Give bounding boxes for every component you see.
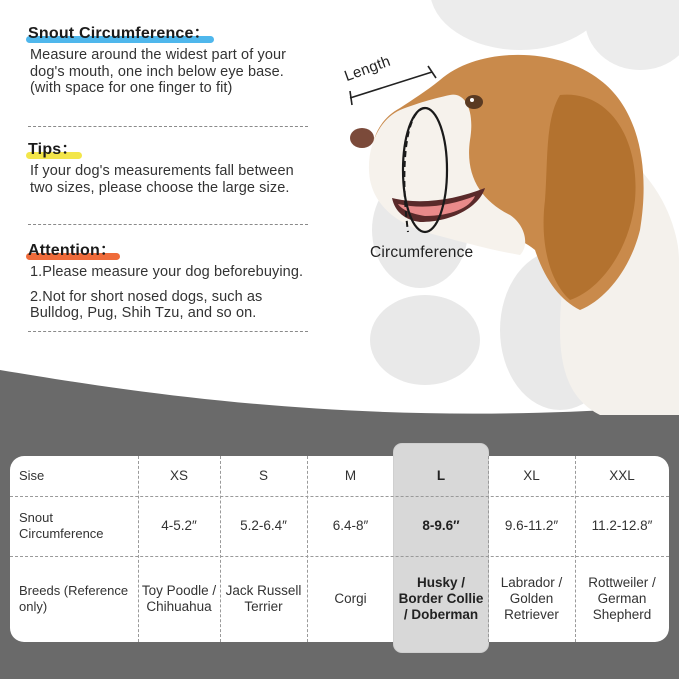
- dog-nose: [350, 128, 374, 148]
- section-divider: [28, 224, 308, 225]
- breeds-s: Jack Russell Terrier: [225, 583, 302, 614]
- breeds-l: Husky / Border Collie / Doberman: [398, 575, 484, 622]
- tips-heading: [28, 136, 78, 159]
- tips-section: [28, 136, 318, 196]
- snout-section: [28, 20, 318, 97]
- circumference-xxl: 11.2-12.8″: [591, 518, 653, 533]
- tips-heading-text: Tips：: [28, 141, 78, 158]
- attention-heading: [28, 237, 116, 260]
- snout-text: Measure around the widest part of your dog's mouth, one inch below eye base. (with space for one finger to fit): [30, 47, 287, 96]
- breeds-xxl: Rottweiler / German Shepherd: [588, 575, 656, 622]
- size-m: M: [344, 468, 357, 483]
- circumference-l: 8-9.6″: [422, 518, 460, 533]
- breeds-xs: Toy Poodle / Chihuahua: [141, 583, 217, 614]
- table-row-size: [10, 456, 669, 496]
- circumference-s: 5.2-6.4″: [240, 518, 287, 533]
- section-divider: [28, 331, 308, 332]
- attention-heading-text: Attention：: [28, 242, 117, 259]
- table-row-circumference: [10, 496, 669, 556]
- length-arrow-tick: [350, 91, 352, 105]
- snout-heading-text: Snout Circumference：: [28, 25, 210, 42]
- attention-text: [28, 264, 318, 322]
- paw-toe-shape: [585, 0, 679, 70]
- circumference-label: Circumference: [370, 244, 474, 261]
- size-l: L: [436, 468, 446, 483]
- table-row-breeds: [10, 556, 669, 642]
- section-divider: [28, 126, 308, 127]
- size-xs: XS: [169, 468, 188, 483]
- attention-line-2: 2.Not for short nosed dogs, such as Bulldog, Pug, Shih Tzu, and so on.: [30, 288, 263, 321]
- paw-toe-shape: [430, 0, 610, 50]
- dog-eye: [465, 95, 483, 109]
- length-label: Length: [342, 52, 393, 85]
- row-header-size: Sise: [19, 468, 45, 483]
- paw-toe-shape: [370, 295, 480, 385]
- circumference-xl: 9.6-11.2″: [504, 518, 559, 533]
- tips-text: If your dog's measurements fall between two sizes, please choose the large size.: [30, 163, 294, 196]
- attention-line-1: 1.Please measure your dog beforebuying.: [30, 264, 304, 280]
- circumference-xs: 4-5.2″: [161, 518, 197, 533]
- row-header-circumference: Snout Circumference: [19, 510, 104, 541]
- size-xl: XL: [523, 468, 540, 483]
- attention-section: [28, 237, 318, 330]
- row-header-breeds: Breeds (Reference only): [19, 583, 129, 614]
- breeds-xl: Labrador / Golden Retriever: [500, 575, 563, 622]
- dog-eye-glint: [470, 98, 474, 102]
- size-xxl: XXL: [609, 468, 635, 483]
- circumference-m: 6.4-8″: [332, 518, 369, 533]
- snout-heading: [28, 20, 210, 43]
- length-arrow-tick: [428, 66, 436, 78]
- size-s: S: [258, 468, 268, 483]
- size-table: [10, 456, 669, 642]
- breeds-m: Corgi: [334, 591, 367, 606]
